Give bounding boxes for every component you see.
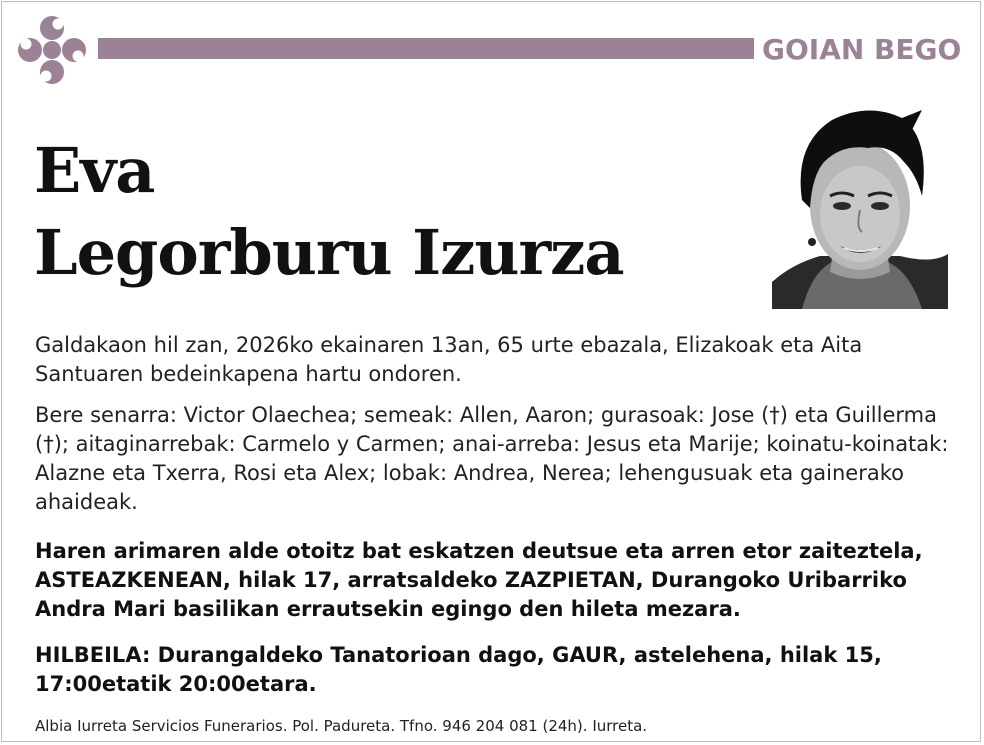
portrait-photo: [772, 104, 948, 309]
funeral-mass-paragraph: Haren arimaren alde otoitz bat eskatzen deutsue eta arren etor zaiteztela, ASTEAZKENEAN, hilak 17, arratsaldeko ZAZPIETAN, Durangoko Uribarriko Andra Mari basilikan errautsekin egingo den hileta mezara.: [35, 539, 923, 621]
header-band: [98, 38, 754, 59]
lauburu-icon: [14, 12, 90, 88]
funeral-home-footer: Albia Iurreta Servicios Funerarios. Pol. Padureta. Tfno. 946 204 081 (24h). Iurreta.: [35, 717, 648, 735]
wake-paragraph: HILBEILA: Durangaldeko Tanatorioan dago, GAUR, astelehena, hilak 15, 17:00etatik 20:00etara.: [35, 643, 882, 696]
deceased-surnames: Legorburu Izurza: [34, 216, 624, 289]
death-notice-paragraph: Galdakaon hil zan, 2026ko ekainaren 13an, 65 urte ebazala, Elizakoak eta Aita Santuaren bedeinkapena hartu ondoren.: [35, 333, 863, 386]
header-label: GOIAN BEGO: [762, 33, 962, 66]
family-paragraph: Bere senarra: Victor Olaechea; semeak: Allen, Aaron; gurasoak: Jose (†) eta Guillerma (†); aitaginarrebak: Carmelo y Carmen; anai-arreba: Jesus eta Marije; koinatu-koinatak: Alazne eta Txerra, Rosi eta Alex; lobak: Andrea, Nerea; lehengusuak eta gainerako ahaideak.: [35, 403, 949, 514]
deceased-first-name: Eva: [34, 134, 155, 207]
